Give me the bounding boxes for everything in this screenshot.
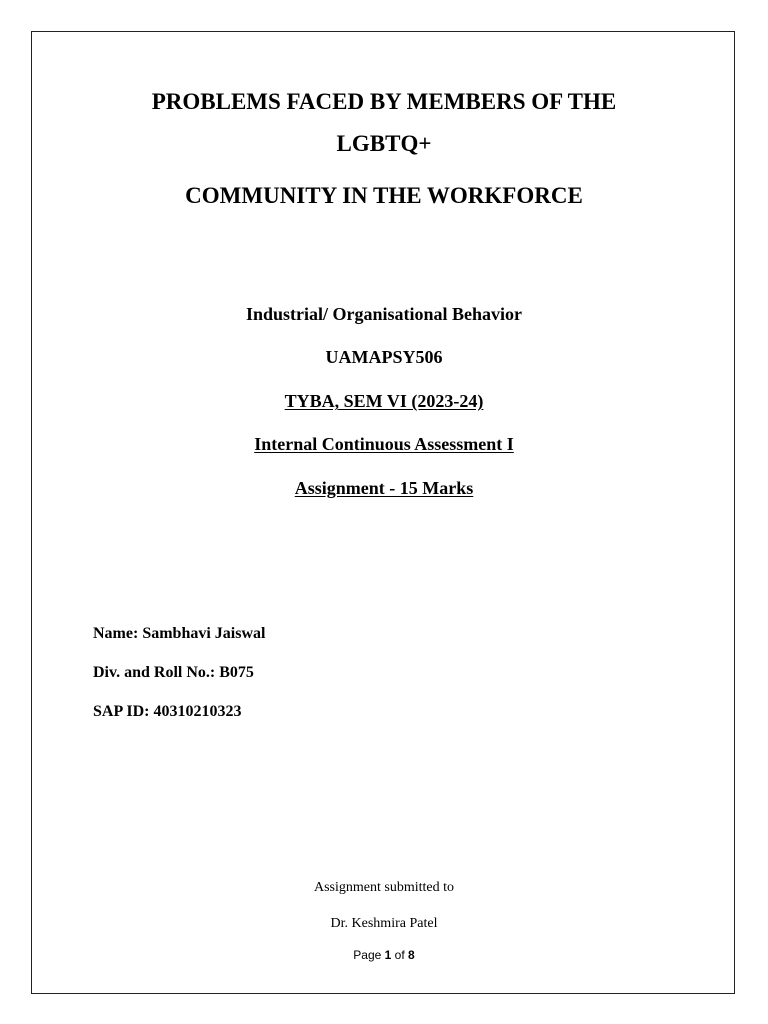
assessment-title: [0, 433, 768, 455]
title-line-2: LGBTQ+: [336, 131, 432, 156]
of-word: of: [394, 948, 405, 962]
course-name: Industrial/ Organisational Behavior: [245, 304, 523, 324]
class-semester: [0, 390, 768, 412]
title-line-3: COMMUNITY IN THE WORKFORCE: [185, 183, 583, 208]
title-line-1: PROBLEMS FACED BY MEMBERS OF THE: [151, 89, 617, 114]
assessment-title-text: Internal Continuous Assessment I: [254, 434, 514, 454]
page-word: Page: [353, 948, 382, 962]
current-page: 1: [384, 948, 392, 962]
assignment-marks: [0, 477, 768, 499]
teacher-name: Dr. Keshmira Patel: [330, 916, 438, 931]
student-name: Name: Sambhavi Jaiswal: [93, 625, 266, 642]
page-number: [0, 947, 768, 963]
class-semester-text: TYBA, SEM VI (2023-24): [284, 391, 484, 411]
submitted-to-label: Assignment submitted to: [314, 880, 454, 895]
assignment-marks-text: Assignment - 15 Marks: [294, 478, 474, 498]
total-pages: 8: [408, 948, 415, 962]
student-division-roll: Div. and Roll No.: B075: [93, 664, 254, 681]
page-border: [31, 31, 735, 994]
course-code: UAMAPSY506: [325, 347, 443, 367]
student-sap-id: SAP ID: 40310210323: [93, 703, 242, 720]
